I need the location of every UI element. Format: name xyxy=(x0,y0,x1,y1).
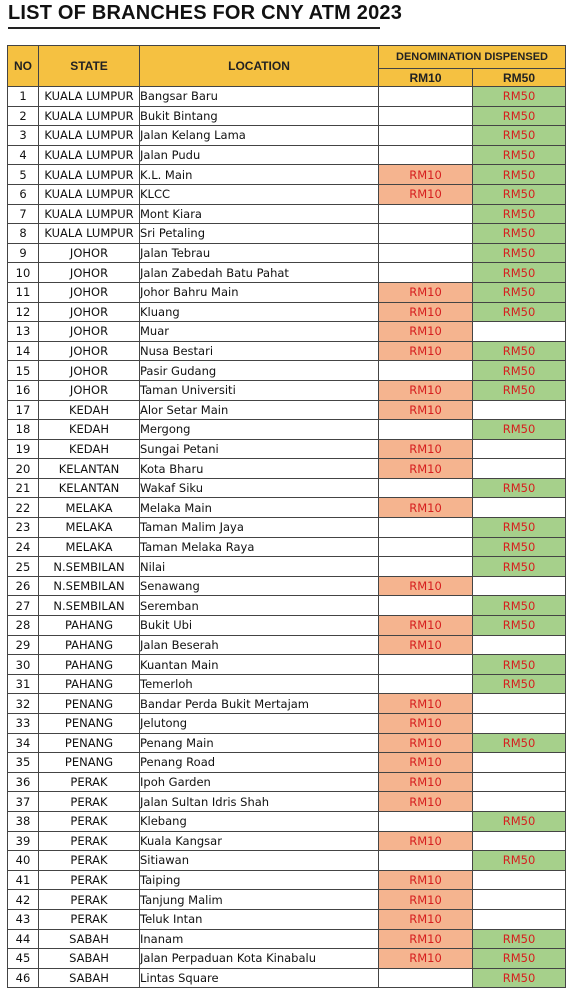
cell-rm10 xyxy=(379,968,473,988)
cell-rm10 xyxy=(379,420,473,440)
cell-no: 38 xyxy=(8,811,39,831)
cell-no: 13 xyxy=(8,322,39,342)
cell-rm50 xyxy=(473,831,566,851)
cell-location: Jalan Beserah xyxy=(140,635,379,655)
cell-rm10: RM10 xyxy=(379,459,473,479)
cell-state: JOHOR xyxy=(39,341,140,361)
table-row xyxy=(8,576,566,596)
cell-rm10 xyxy=(379,557,473,577)
cell-location: Bukit Ubi xyxy=(140,616,379,636)
cell-rm50: RM50 xyxy=(473,126,566,146)
cell-rm50 xyxy=(473,322,566,342)
cell-rm50: RM50 xyxy=(473,106,566,126)
table-row xyxy=(8,968,566,988)
cell-rm50: RM50 xyxy=(473,282,566,302)
cell-rm10: RM10 xyxy=(379,929,473,949)
header-location: LOCATION xyxy=(140,46,379,87)
cell-state: PERAK xyxy=(39,792,140,812)
cell-state: KELANTAN xyxy=(39,459,140,479)
table-row xyxy=(8,204,566,224)
branches-table-body xyxy=(8,87,566,988)
table-row xyxy=(8,400,566,420)
header-no: NO xyxy=(8,46,39,87)
cell-rm50 xyxy=(473,459,566,479)
cell-no: 36 xyxy=(8,772,39,792)
cell-no: 35 xyxy=(8,753,39,773)
table-row xyxy=(8,380,566,400)
cell-no: 8 xyxy=(8,224,39,244)
cell-rm50: RM50 xyxy=(473,87,566,107)
cell-location: Penang Main xyxy=(140,733,379,753)
cell-location: Sri Petaling xyxy=(140,224,379,244)
cell-location: Kuantan Main xyxy=(140,655,379,675)
cell-rm10: RM10 xyxy=(379,870,473,890)
cell-no: 43 xyxy=(8,909,39,929)
cell-rm50 xyxy=(473,439,566,459)
cell-rm10 xyxy=(379,537,473,557)
table-row xyxy=(8,674,566,694)
cell-no: 17 xyxy=(8,400,39,420)
cell-location: Tanjung Malim xyxy=(140,890,379,910)
cell-location: Bukit Bintang xyxy=(140,106,379,126)
branches-table xyxy=(7,45,566,988)
table-row xyxy=(8,596,566,616)
cell-state: PENANG xyxy=(39,714,140,734)
table-row xyxy=(8,145,566,165)
cell-location: Jalan Perpaduan Kota Kinabalu xyxy=(140,949,379,969)
cell-state: SABAH xyxy=(39,929,140,949)
cell-location: Mont Kiara xyxy=(140,204,379,224)
cell-no: 45 xyxy=(8,949,39,969)
cell-rm50: RM50 xyxy=(473,478,566,498)
cell-rm50: RM50 xyxy=(473,949,566,969)
table-row xyxy=(8,420,566,440)
cell-state: PERAK xyxy=(39,890,140,910)
cell-rm50: RM50 xyxy=(473,929,566,949)
cell-no: 44 xyxy=(8,929,39,949)
cell-location: Senawang xyxy=(140,576,379,596)
cell-state: PAHANG xyxy=(39,674,140,694)
cell-state: JOHOR xyxy=(39,361,140,381)
cell-rm10: RM10 xyxy=(379,302,473,322)
page-title: LIST OF BRANCHES FOR CNY ATM 2023 xyxy=(8,2,403,24)
cell-no: 31 xyxy=(8,674,39,694)
cell-rm10 xyxy=(379,243,473,263)
cell-rm10: RM10 xyxy=(379,890,473,910)
cell-rm50 xyxy=(473,635,566,655)
cell-no: 1 xyxy=(8,87,39,107)
cell-rm10: RM10 xyxy=(379,576,473,596)
cell-state: JOHOR xyxy=(39,243,140,263)
cell-location: Taiping xyxy=(140,870,379,890)
cell-rm50 xyxy=(473,772,566,792)
table-row xyxy=(8,792,566,812)
table-row xyxy=(8,909,566,929)
table-row xyxy=(8,243,566,263)
cell-state: SABAH xyxy=(39,949,140,969)
cell-rm10 xyxy=(379,106,473,126)
cell-no: 3 xyxy=(8,126,39,146)
cell-rm50: RM50 xyxy=(473,184,566,204)
cell-rm50: RM50 xyxy=(473,420,566,440)
table-row xyxy=(8,263,566,283)
cell-no: 41 xyxy=(8,870,39,890)
cell-location: Muar xyxy=(140,322,379,342)
cell-state: KUALA LUMPUR xyxy=(39,204,140,224)
table-row xyxy=(8,557,566,577)
cell-location: Kluang xyxy=(140,302,379,322)
cell-state: KEDAH xyxy=(39,420,140,440)
header-rm10: RM10 xyxy=(379,69,473,87)
cell-no: 20 xyxy=(8,459,39,479)
cell-no: 42 xyxy=(8,890,39,910)
cell-location: Sungai Petani xyxy=(140,439,379,459)
cell-rm10: RM10 xyxy=(379,380,473,400)
table-row xyxy=(8,616,566,636)
cell-rm10: RM10 xyxy=(379,831,473,851)
cell-state: PERAK xyxy=(39,870,140,890)
cell-rm50: RM50 xyxy=(473,811,566,831)
cell-no: 33 xyxy=(8,714,39,734)
table-row xyxy=(8,165,566,185)
cell-state: PERAK xyxy=(39,772,140,792)
cell-location: Jalan Kelang Lama xyxy=(140,126,379,146)
cell-rm50: RM50 xyxy=(473,674,566,694)
cell-rm10 xyxy=(379,87,473,107)
cell-state: PENANG xyxy=(39,694,140,714)
table-row xyxy=(8,126,566,146)
cell-rm10 xyxy=(379,851,473,871)
cell-location: Jalan Sultan Idris Shah xyxy=(140,792,379,812)
cell-rm50: RM50 xyxy=(473,243,566,263)
cell-state: MELAKA xyxy=(39,518,140,538)
table-row xyxy=(8,772,566,792)
cell-state: PENANG xyxy=(39,753,140,773)
cell-rm10 xyxy=(379,204,473,224)
cell-state: KEDAH xyxy=(39,400,140,420)
cell-location: Klebang xyxy=(140,811,379,831)
cell-rm50: RM50 xyxy=(473,204,566,224)
cell-location: K.L. Main xyxy=(140,165,379,185)
cell-rm50: RM50 xyxy=(473,537,566,557)
cell-rm50 xyxy=(473,714,566,734)
cell-location: Kuala Kangsar xyxy=(140,831,379,851)
cell-state: KUALA LUMPUR xyxy=(39,126,140,146)
cell-rm50: RM50 xyxy=(473,655,566,675)
cell-rm50: RM50 xyxy=(473,263,566,283)
table-row xyxy=(8,184,566,204)
cell-rm50: RM50 xyxy=(473,341,566,361)
cell-location: Johor Bahru Main xyxy=(140,282,379,302)
cell-state: PERAK xyxy=(39,909,140,929)
cell-state: KUALA LUMPUR xyxy=(39,87,140,107)
cell-rm50 xyxy=(473,400,566,420)
cell-rm10: RM10 xyxy=(379,694,473,714)
table-row xyxy=(8,753,566,773)
cell-rm10: RM10 xyxy=(379,341,473,361)
table-row xyxy=(8,106,566,126)
cell-location: Mergong xyxy=(140,420,379,440)
header-denomination: DENOMINATION DISPENSED xyxy=(379,46,566,69)
table-row xyxy=(8,655,566,675)
cell-rm10: RM10 xyxy=(379,635,473,655)
cell-rm10: RM10 xyxy=(379,184,473,204)
table-row xyxy=(8,224,566,244)
cell-no: 30 xyxy=(8,655,39,675)
cell-state: PAHANG xyxy=(39,635,140,655)
cell-rm10 xyxy=(379,126,473,146)
cell-rm50 xyxy=(473,870,566,890)
cell-rm10 xyxy=(379,655,473,675)
cell-rm10 xyxy=(379,361,473,381)
cell-state: KUALA LUMPUR xyxy=(39,106,140,126)
cell-no: 25 xyxy=(8,557,39,577)
cell-no: 12 xyxy=(8,302,39,322)
cell-location: Pasir Gudang xyxy=(140,361,379,381)
cell-state: KUALA LUMPUR xyxy=(39,145,140,165)
cell-rm50 xyxy=(473,890,566,910)
cell-location: Jalan Pudu xyxy=(140,145,379,165)
cell-rm10: RM10 xyxy=(379,714,473,734)
cell-state: MELAKA xyxy=(39,537,140,557)
cell-no: 32 xyxy=(8,694,39,714)
cell-location: Taman Melaka Raya xyxy=(140,537,379,557)
cell-location: Kota Bharu xyxy=(140,459,379,479)
cell-state: JOHOR xyxy=(39,380,140,400)
table-row xyxy=(8,870,566,890)
table-row xyxy=(8,851,566,871)
cell-no: 2 xyxy=(8,106,39,126)
cell-location: Bandar Perda Bukit Mertajam xyxy=(140,694,379,714)
table-row xyxy=(8,361,566,381)
cell-state: KEDAH xyxy=(39,439,140,459)
cell-location: Bangsar Baru xyxy=(140,87,379,107)
cell-state: KELANTAN xyxy=(39,478,140,498)
cell-state: N.SEMBILAN xyxy=(39,596,140,616)
table-row xyxy=(8,714,566,734)
cell-no: 37 xyxy=(8,792,39,812)
cell-state: MELAKA xyxy=(39,498,140,518)
cell-location: Nusa Bestari xyxy=(140,341,379,361)
table-row xyxy=(8,694,566,714)
cell-location: Wakaf Siku xyxy=(140,478,379,498)
cell-no: 40 xyxy=(8,851,39,871)
table-row xyxy=(8,498,566,518)
cell-location: Penang Road xyxy=(140,753,379,773)
cell-state: N.SEMBILAN xyxy=(39,576,140,596)
cell-rm50: RM50 xyxy=(473,224,566,244)
cell-location: KLCC xyxy=(140,184,379,204)
table-row xyxy=(8,282,566,302)
cell-no: 27 xyxy=(8,596,39,616)
cell-state: KUALA LUMPUR xyxy=(39,224,140,244)
cell-state: N.SEMBILAN xyxy=(39,557,140,577)
cell-state: PERAK xyxy=(39,831,140,851)
cell-state: PERAK xyxy=(39,851,140,871)
cell-location: Taman Malim Jaya xyxy=(140,518,379,538)
cell-rm10: RM10 xyxy=(379,909,473,929)
cell-no: 7 xyxy=(8,204,39,224)
cell-rm50: RM50 xyxy=(473,361,566,381)
cell-location: Jalan Tebrau xyxy=(140,243,379,263)
cell-rm50: RM50 xyxy=(473,165,566,185)
table-row xyxy=(8,890,566,910)
cell-no: 11 xyxy=(8,282,39,302)
table-row xyxy=(8,733,566,753)
cell-rm10 xyxy=(379,596,473,616)
cell-no: 4 xyxy=(8,145,39,165)
header-rm50: RM50 xyxy=(473,69,566,87)
table-row xyxy=(8,537,566,557)
cell-state: KUALA LUMPUR xyxy=(39,165,140,185)
cell-no: 18 xyxy=(8,420,39,440)
cell-rm10 xyxy=(379,811,473,831)
cell-no: 19 xyxy=(8,439,39,459)
cell-location: Sitiawan xyxy=(140,851,379,871)
cell-rm50: RM50 xyxy=(473,851,566,871)
cell-location: Ipoh Garden xyxy=(140,772,379,792)
table-row xyxy=(8,949,566,969)
cell-rm50 xyxy=(473,753,566,773)
cell-rm10: RM10 xyxy=(379,400,473,420)
cell-rm50: RM50 xyxy=(473,302,566,322)
cell-no: 26 xyxy=(8,576,39,596)
cell-rm10 xyxy=(379,224,473,244)
cell-no: 10 xyxy=(8,263,39,283)
cell-no: 28 xyxy=(8,616,39,636)
cell-rm50: RM50 xyxy=(473,557,566,577)
table-row xyxy=(8,439,566,459)
cell-rm50 xyxy=(473,909,566,929)
cell-rm50 xyxy=(473,694,566,714)
cell-no: 15 xyxy=(8,361,39,381)
cell-rm50 xyxy=(473,792,566,812)
cell-no: 21 xyxy=(8,478,39,498)
cell-rm10: RM10 xyxy=(379,616,473,636)
cell-state: PAHANG xyxy=(39,655,140,675)
cell-location: Nilai xyxy=(140,557,379,577)
table-row xyxy=(8,635,566,655)
cell-location: Melaka Main xyxy=(140,498,379,518)
cell-rm10: RM10 xyxy=(379,439,473,459)
cell-state: PENANG xyxy=(39,733,140,753)
cell-rm50: RM50 xyxy=(473,518,566,538)
cell-no: 24 xyxy=(8,537,39,557)
table-row xyxy=(8,811,566,831)
cell-state: JOHOR xyxy=(39,302,140,322)
cell-no: 34 xyxy=(8,733,39,753)
table-row xyxy=(8,459,566,479)
cell-location: Alor Setar Main xyxy=(140,400,379,420)
cell-rm50 xyxy=(473,576,566,596)
table-row xyxy=(8,478,566,498)
cell-no: 14 xyxy=(8,341,39,361)
cell-state: KUALA LUMPUR xyxy=(39,184,140,204)
cell-rm10: RM10 xyxy=(379,733,473,753)
cell-location: Jelutong xyxy=(140,714,379,734)
cell-no: 9 xyxy=(8,243,39,263)
cell-rm10: RM10 xyxy=(379,322,473,342)
cell-state: JOHOR xyxy=(39,282,140,302)
cell-state: JOHOR xyxy=(39,263,140,283)
cell-rm10 xyxy=(379,518,473,538)
cell-state: SABAH xyxy=(39,968,140,988)
cell-rm10 xyxy=(379,478,473,498)
cell-rm10 xyxy=(379,263,473,283)
table-row xyxy=(8,341,566,361)
cell-rm10: RM10 xyxy=(379,753,473,773)
cell-state: JOHOR xyxy=(39,322,140,342)
cell-state: PERAK xyxy=(39,811,140,831)
cell-rm50: RM50 xyxy=(473,616,566,636)
cell-rm50: RM50 xyxy=(473,596,566,616)
cell-rm10: RM10 xyxy=(379,772,473,792)
table-row xyxy=(8,322,566,342)
cell-rm10: RM10 xyxy=(379,282,473,302)
cell-rm10 xyxy=(379,674,473,694)
cell-no: 23 xyxy=(8,518,39,538)
table-row xyxy=(8,831,566,851)
table-row xyxy=(8,929,566,949)
table-row xyxy=(8,87,566,107)
cell-rm50 xyxy=(473,498,566,518)
cell-no: 6 xyxy=(8,184,39,204)
cell-location: Lintas Square xyxy=(140,968,379,988)
cell-location: Temerloh xyxy=(140,674,379,694)
cell-location: Teluk Intan xyxy=(140,909,379,929)
cell-no: 22 xyxy=(8,498,39,518)
cell-rm10 xyxy=(379,145,473,165)
cell-rm50: RM50 xyxy=(473,968,566,988)
cell-rm10: RM10 xyxy=(379,949,473,969)
cell-location: Taman Universiti xyxy=(140,380,379,400)
cell-rm10: RM10 xyxy=(379,792,473,812)
cell-rm10: RM10 xyxy=(379,165,473,185)
cell-location: Inanam xyxy=(140,929,379,949)
cell-location: Jalan Zabedah Batu Pahat xyxy=(140,263,379,283)
table-row xyxy=(8,518,566,538)
title-underline xyxy=(8,27,380,29)
cell-no: 16 xyxy=(8,380,39,400)
cell-rm10: RM10 xyxy=(379,498,473,518)
cell-location: Seremban xyxy=(140,596,379,616)
cell-state: PAHANG xyxy=(39,616,140,636)
cell-rm50: RM50 xyxy=(473,380,566,400)
cell-rm50: RM50 xyxy=(473,733,566,753)
cell-rm50: RM50 xyxy=(473,145,566,165)
cell-no: 5 xyxy=(8,165,39,185)
cell-no: 46 xyxy=(8,968,39,988)
cell-no: 39 xyxy=(8,831,39,851)
table-row xyxy=(8,302,566,322)
header-state: STATE xyxy=(39,46,140,87)
cell-no: 29 xyxy=(8,635,39,655)
